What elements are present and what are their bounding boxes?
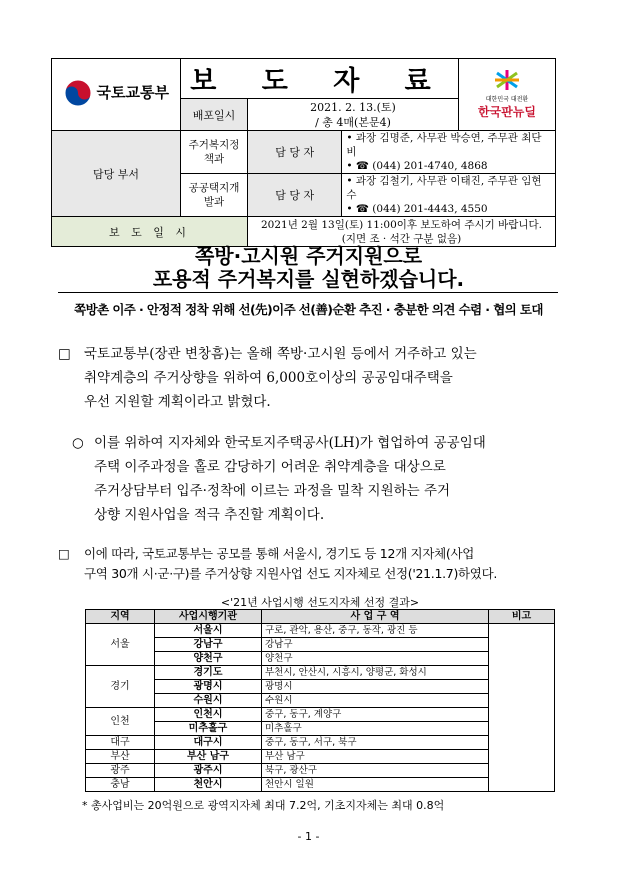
press-release-title: 보 도 자 료	[181, 59, 459, 99]
area-cell: 양천구	[262, 652, 489, 666]
table-row	[86, 708, 555, 722]
newdeal-star-icon	[463, 69, 551, 94]
area-cell: 천안시 일원	[262, 778, 489, 792]
region-cell: 광주	[86, 764, 155, 778]
area-cell: 중구, 동구, 계양구	[262, 708, 489, 722]
newdeal-tagline: 대한민국 대전환	[485, 96, 529, 103]
dept-contact-names-2: • 과장 김철기, 사무관 이태진, 주무관 임현수	[346, 175, 542, 201]
table-caption: <'21년 사업시행 선도지자체 선정 결과>	[220, 596, 420, 609]
area-cell: 강남구	[262, 638, 489, 652]
dept-name-1: 주거복지정책과	[181, 131, 248, 174]
area-cell: 광명시	[262, 680, 489, 694]
p2-marker: ○	[72, 435, 84, 451]
org-cell: 인천시	[155, 708, 262, 722]
org-cell: 양천구	[155, 652, 262, 666]
page-number: - 1 -	[297, 830, 320, 843]
p2-line: 상향 지원사업을 적극 추진할 계획이다.	[94, 507, 325, 523]
org-cell: 천안시	[155, 778, 262, 792]
org-cell: 수원시	[155, 694, 262, 708]
dept-contact-phone-2: • ☎ (044) 201-4443, 4550	[346, 203, 488, 215]
p3-line: 이에 따라, 국토교통부는 공모를 통해 서울시, 경기도 등 12개 지자체(사업	[84, 546, 474, 561]
p1-line: 우선 지원할 계획이라고 밝혔다.	[84, 394, 271, 410]
region-cell: 서울	[86, 624, 155, 666]
area-cell: 미추홀구	[262, 722, 489, 736]
region-cell: 경기	[86, 666, 155, 708]
ministry-logo-cell	[52, 59, 181, 131]
headline-divider	[58, 292, 558, 293]
paragraph-3	[84, 544, 562, 584]
org-cell: 광주시	[155, 764, 262, 778]
org-cell: 서울시	[155, 624, 262, 638]
org-cell: 미추홀구	[155, 722, 262, 736]
col-header-org: 사업시행기관	[155, 610, 262, 624]
org-cell: 대구시	[155, 736, 262, 750]
headline-line1: 쪽방·고시원 주거지원으로	[194, 244, 423, 268]
p2-line: 주택 이주과정을 홀로 감당하기 어려운 취약계층을 대상으로	[94, 459, 446, 475]
headline-subtitle: 쪽방촌 이주 · 안정적 정착 위해 선(先)이주 선(善)순환 추진 · 충분한 의견 수렴 · 협의 토대	[74, 302, 543, 317]
table-row	[86, 666, 555, 680]
paragraph-2	[94, 431, 562, 527]
table-row	[86, 694, 555, 708]
area-cell: 부천시, 안산시, 시흥시, 양평군, 화성시	[262, 666, 489, 680]
area-cell: 부산 남구	[262, 750, 489, 764]
table-row	[86, 778, 555, 792]
p1-marker: □	[58, 346, 71, 362]
table-row	[86, 624, 555, 638]
org-cell: 경기도	[155, 666, 262, 680]
p2-line: 주거상담부터 입주·정착에 이르는 과정을 밀착 지원하는 주거	[94, 483, 451, 499]
release-date-label: 배포일시	[181, 99, 248, 131]
col-header-region: 지역	[86, 610, 155, 624]
dept-name-2: 공공택지개발과	[181, 174, 248, 217]
col-header-area: 사 업 구 역	[262, 610, 489, 624]
area-cell: 북구, 광산구	[262, 764, 489, 778]
paragraph-1	[84, 342, 559, 414]
embargo-label: 보 도 일 시	[52, 217, 248, 247]
press-header-table	[51, 58, 556, 247]
region-cell: 인천	[86, 708, 155, 736]
footnote: * 총사업비는 20억원으로 광역지자체 최대 7.2억, 기초지자체는 최대 0.8억	[82, 799, 445, 812]
table-row	[86, 638, 555, 652]
dept-label: 담당 부서	[52, 131, 181, 217]
p1-line: 취약계층의 주거상향을 위하여 6,000호이상의 공공임대주택을	[84, 370, 453, 386]
org-cell: 광명시	[155, 680, 262, 694]
dept-contact-names-1: • 과장 김명준, 사무관 박승연, 주무관 최단비	[346, 132, 542, 158]
dept-contact-1	[342, 131, 556, 174]
embargo-note: (지면 조 · 석간 구분 없음)	[341, 232, 462, 245]
dept-contact-phone-1: • ☎ (044) 201-4740, 4868	[346, 160, 488, 172]
page-count: / 총 4매(본문4)	[315, 115, 391, 129]
p3-line: 구역 30개 시·군·구)를 주거상향 지원사업 선도 지자체로 선정('21.1.7)하였다.	[84, 566, 498, 581]
taegeuk-icon	[63, 78, 93, 111]
area-cell: 수원시	[262, 694, 489, 708]
table-row	[86, 736, 555, 750]
region-cell: 부산	[86, 750, 155, 764]
newdeal-logo-cell	[459, 59, 556, 131]
dept-role-2: 담 당 자	[248, 174, 342, 217]
note-cell	[489, 624, 555, 792]
embargo-text: 2021년 2월 13일(토) 11:00이후 보도하여 주시기 바랍니다.	[260, 218, 542, 231]
p2-line: 이를 위하여 지자체와 한국토지주택공사(LH)가 협업하여 공공임대	[94, 435, 486, 451]
release-date-cell	[248, 99, 459, 131]
org-cell: 부산 남구	[155, 750, 262, 764]
area-cell: 중구, 동구, 서구, 북구	[262, 736, 489, 750]
table-row	[86, 750, 555, 764]
selection-result-table	[85, 609, 555, 792]
table-row	[86, 680, 555, 694]
p3-marker: □	[58, 546, 70, 561]
org-cell: 강남구	[155, 638, 262, 652]
dept-role-1: 담 당 자	[248, 131, 342, 174]
region-cell: 대구	[86, 736, 155, 750]
p1-line: 국토교통부(장관 변창흠)는 올해 쪽방·고시원 등에서 거주하고 있는	[84, 346, 477, 362]
table-row	[86, 652, 555, 666]
ministry-name: 국토교통부	[96, 84, 169, 102]
col-header-note: 비고	[489, 610, 555, 624]
area-cell: 구로, 관악, 용산, 중구, 동작, 광진 등	[262, 624, 489, 638]
table-row	[86, 722, 555, 736]
dept-contact-2	[342, 174, 556, 217]
release-date: 2021. 2. 13.(토)	[310, 100, 396, 114]
region-cell: 충남	[86, 778, 155, 792]
table-row	[86, 764, 555, 778]
headline-line2: 포용적 주거복지를 실현하겠습니다.	[152, 267, 465, 291]
newdeal-name: 한국판뉴딜	[478, 105, 536, 119]
